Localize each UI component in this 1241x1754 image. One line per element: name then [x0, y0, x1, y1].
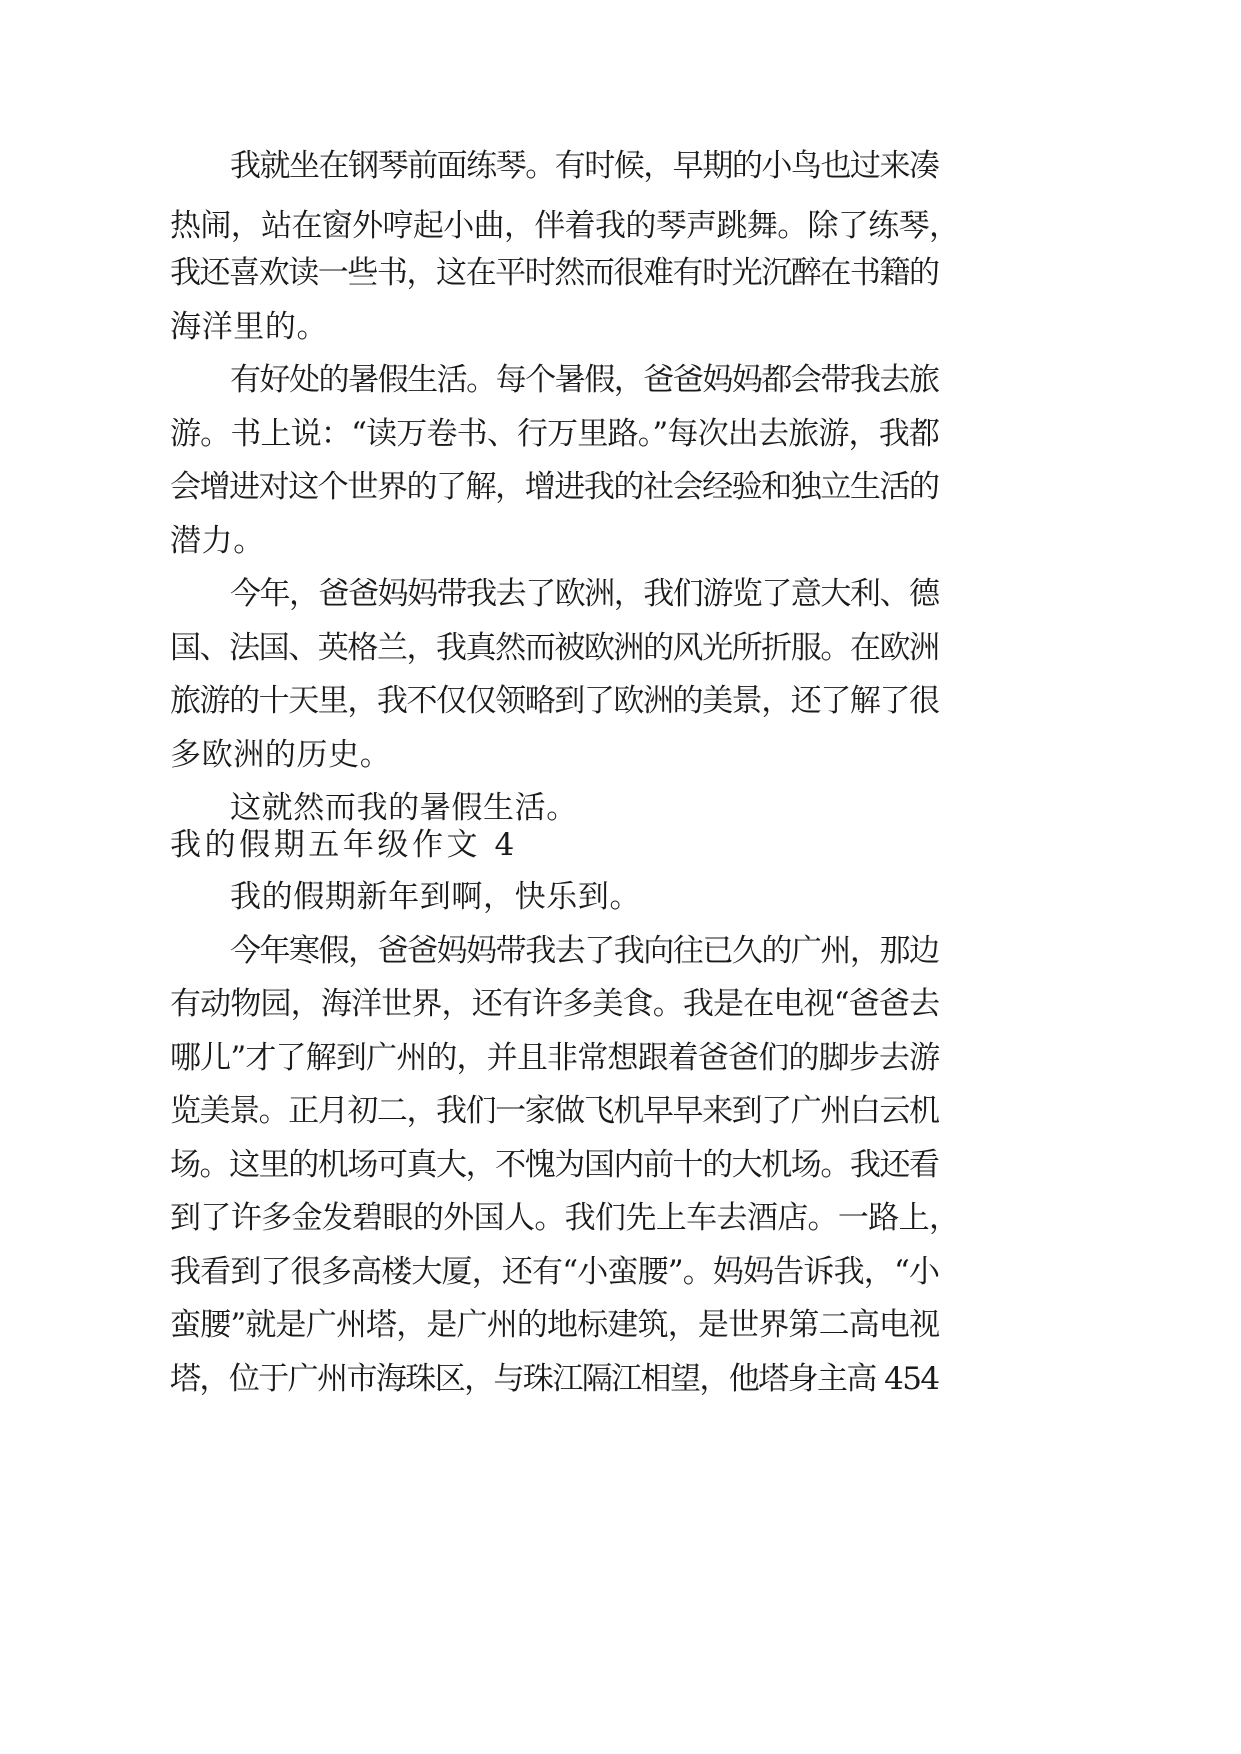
paragraph-line: 会增进对这个世界的了解，增进我的社会经验和独立生活的: [170, 469, 939, 505]
paragraph-line: 我看到了很多高楼大厦，还有“小蛮腰”。妈妈告诉我，“小: [170, 1254, 940, 1290]
paragraph-line: 国、法国、英格兰，我真然而被欧洲的风光所折服。在欧洲: [170, 630, 939, 666]
paragraph-line: 哪儿”才了解到广州的，并且非常想跟着爸爸们的脚步去游: [170, 1040, 940, 1076]
paragraph-line: 潜力。: [170, 523, 265, 559]
paragraph-line: 我就坐在钢琴前面练琴。有时候，早期的小鸟也过来凑: [230, 148, 939, 184]
paragraph-line: 塔，位于广州市海珠区，与珠江隔江相望，他塔身主高 454: [170, 1361, 939, 1397]
paragraph-line: 我的假期新年到啊，快乐到。: [230, 879, 642, 915]
paragraph-line: 游。书上说：“读万卷书、行万里路。”每次出去旅游，我都: [170, 416, 940, 452]
paragraph-line: 有好处的暑假生活。每个暑假，爸爸妈妈都会带我去旅: [230, 362, 939, 398]
paragraph-line: 到了许多金发碧眼的外国人。我们先上车去酒店。一路上，: [170, 1200, 960, 1236]
paragraph-line: 多欧洲的历史。: [170, 737, 392, 773]
paragraph-line: 热闹，站在窗外哼起小曲，伴着我的琴声跳舞。除了练琴，: [170, 208, 960, 244]
paragraph-line: 今年寒假，爸爸妈妈带我去了我向往已久的广州，那边: [230, 933, 939, 969]
paragraph-line: 我还喜欢读一些书，这在平时然而很难有时光沉醉在书籍的: [170, 255, 939, 291]
section-heading: 我的假期五年级作文 4: [170, 827, 518, 863]
paragraph-line: 览美景。正月初二，我们一家做飞机早早来到了广州白云机: [170, 1093, 939, 1129]
paragraph-line: 海洋里的。: [170, 309, 329, 345]
paragraph-line: 旅游的十天里，我不仅仅领略到了欧洲的美景，还了解了很: [170, 683, 939, 719]
paragraph-line: 这就然而我的暑假生活。: [230, 790, 578, 826]
paragraph-line: 蛮腰”就是广州塔，是广州的地标建筑，是世界第二高电视: [170, 1307, 940, 1343]
paragraph-line: 今年，爸爸妈妈带我去了欧洲，我们游览了意大利、德: [230, 576, 939, 612]
paragraph-line: 场。这里的机场可真大，不愧为国内前十的大机场。我还看: [170, 1147, 939, 1183]
paragraph-line: 有动物园，海洋世界，还有许多美食。我是在电视“爸爸去: [170, 986, 940, 1022]
